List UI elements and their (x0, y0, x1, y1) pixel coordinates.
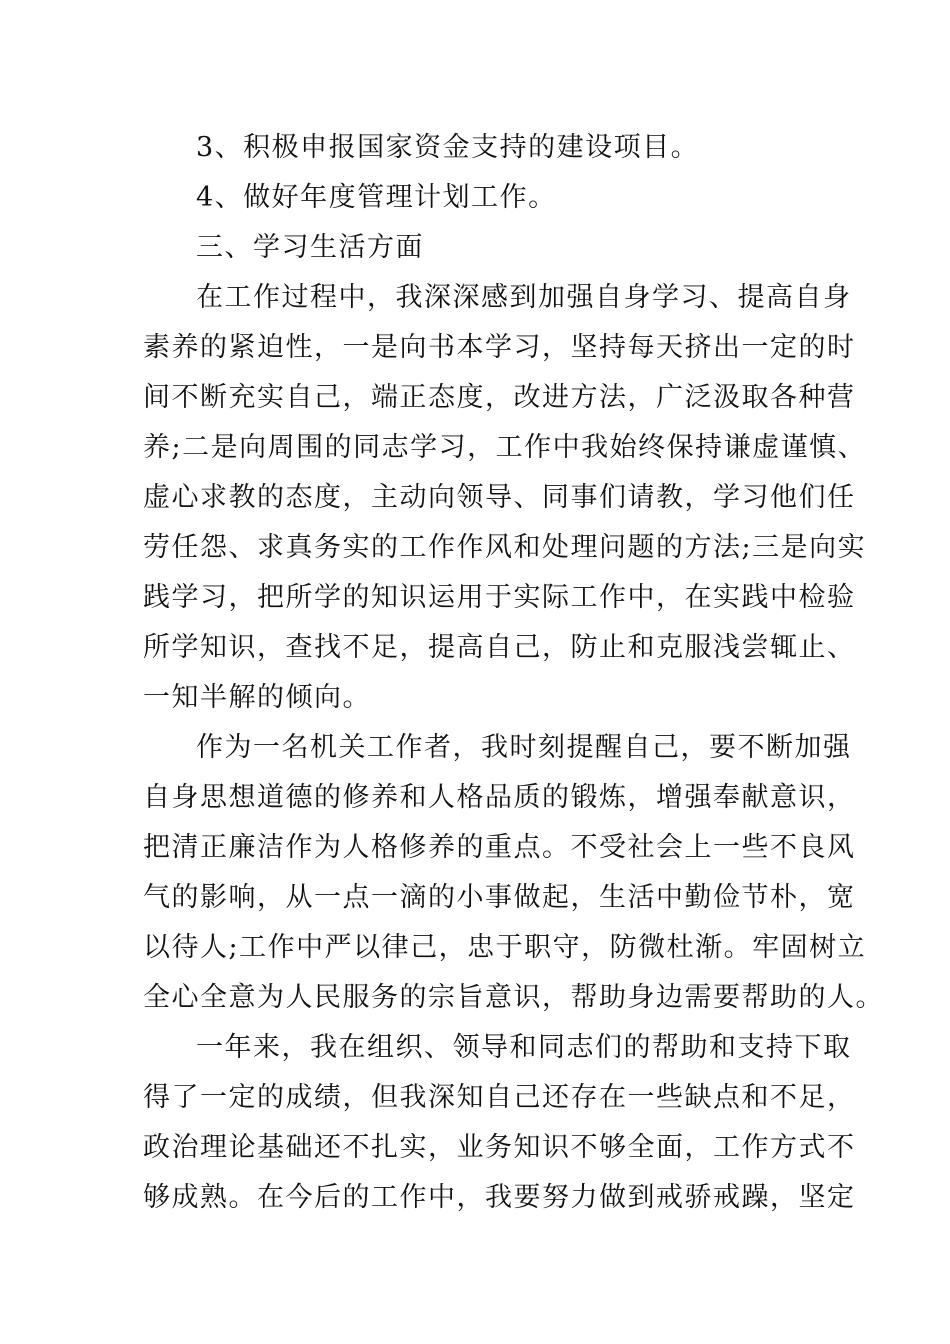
paragraph-line: 够成熟。在今后的工作中，我要努力做到戒骄戒躁，坚定 (143, 1182, 856, 1213)
paragraph-line: 间不断充实自己，端正态度，改进方法，广泛汲取各种营 (143, 382, 856, 413)
paragraph-line: 把清正廉洁作为人格修养的重点。不受社会上一些不良风 (143, 832, 856, 863)
paragraph-line: 得了一定的成绩，但我深知自己还存在一些缺点和不足， (143, 1082, 856, 1113)
list-item: 3、积极申报国家资金支持的建设项目。 (196, 132, 700, 163)
paragraph-line: 素养的紧迫性，一是向书本学习，坚持每天挤出一定的时 (143, 332, 856, 363)
list-item: 4、做好年度管理计划工作。 (196, 182, 557, 213)
paragraph-line: 全心全意为人民服务的宗旨意识，帮助身边需要帮助的人。 (143, 982, 884, 1013)
paragraph-line: 自身思想道德的修养和人格品质的锻炼，增强奉献意识， (143, 782, 856, 813)
paragraph-line: 在工作过程中，我深深感到加强自身学习、提高自身 (196, 282, 852, 313)
paragraph-line: 作为一名机关工作者，我时刻提醒自己，要不断加强 (196, 732, 852, 763)
paragraph-line: 气的影响，从一点一滴的小事做起，生活中勤俭节朴，宽 (143, 882, 856, 913)
paragraph-line: 一知半解的倾向。 (143, 682, 371, 713)
paragraph-line: 政治理论基础还不扎实，业务知识不够全面，工作方式不 (143, 1132, 856, 1163)
paragraph-line: 一年来，我在组织、领导和同志们的帮助和支持下取 (196, 1032, 852, 1063)
paragraph-line: 以待人;工作中严以律己，忠于职守，防微杜渐。牢固树立 (143, 932, 867, 963)
paragraph-line: 养;二是向周围的同志学习，工作中我始终保持谦虚谨慎、 (143, 432, 867, 463)
paragraph-line: 虚心求教的态度，主动向领导、同事们请教，学习他们任 (143, 482, 856, 513)
paragraph-line: 践学习，把所学的知识运用于实际工作中，在实践中检验 (143, 582, 856, 613)
paragraph-line: 劳任怨、求真务实的工作作风和处理问题的方法;三是向实 (143, 532, 867, 563)
section-heading: 三、学习生活方面 (196, 232, 424, 263)
paragraph-line: 所学知识，查找不足，提高自己，防止和克服浅尝辄止、 (143, 632, 856, 663)
